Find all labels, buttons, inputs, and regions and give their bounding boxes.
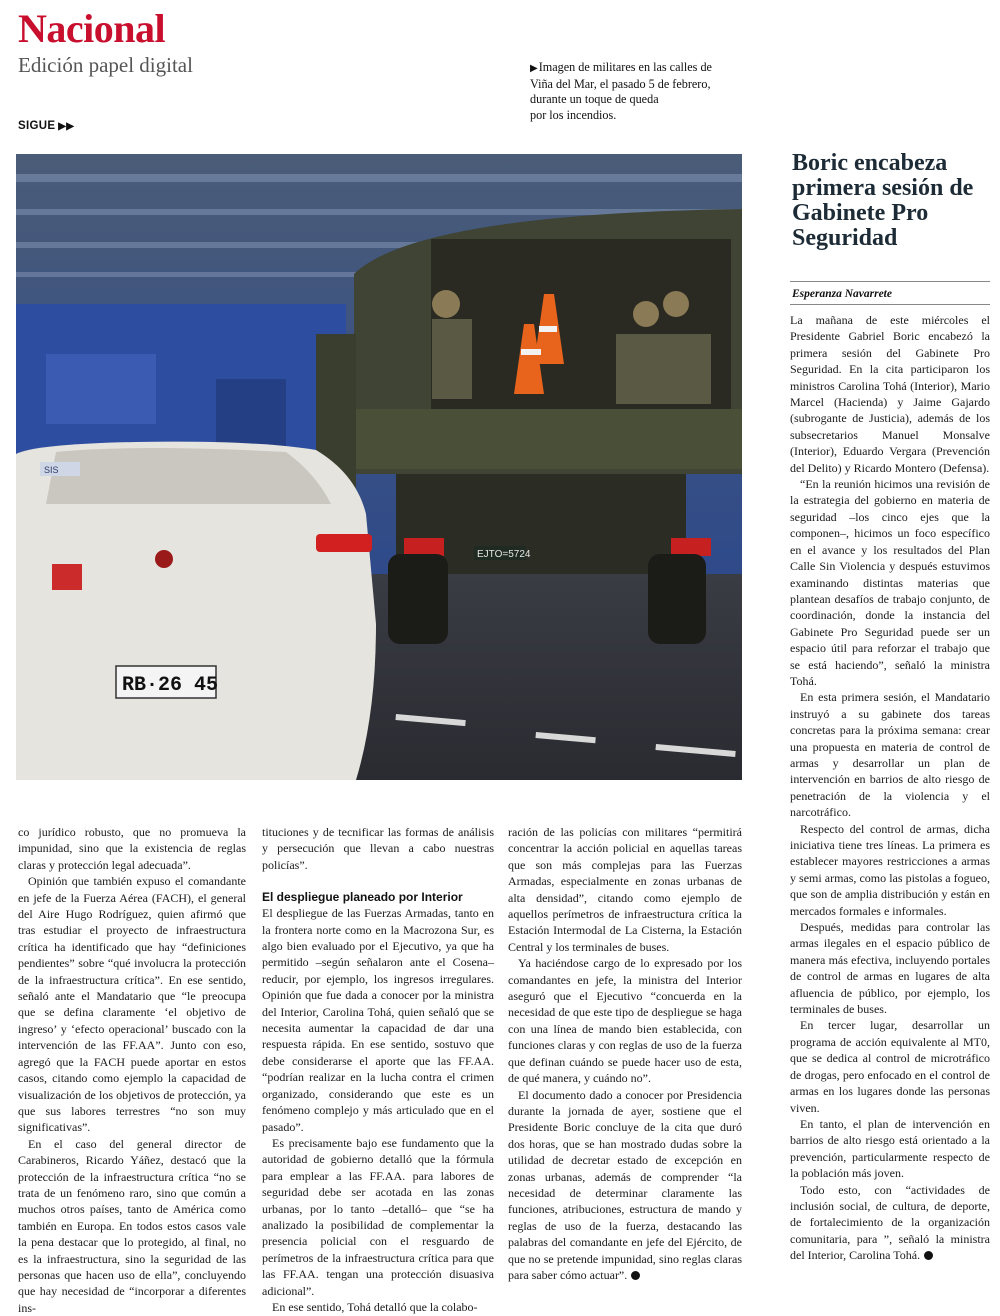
- paragraph: En el caso del general director de Carabineros, Ricardo Yáñez, destacó que la protección de la infraestructura crítica “no se trata de un fenómeno raro, sino que común a muchos otros países, tanto de América como también en Europa. En todos estos casos vale la pena destacar que lo protegido, al final, no es la infraestructura, sino la seguridad de las personas que hacen uso de ella”, concluyendo que hay necesidad de “incorporar a diferentes ins-: [18, 1136, 246, 1315]
- paragraph-last: [508, 1087, 742, 1284]
- car-plate: RB·26 45: [122, 674, 219, 697]
- paragraph: En ese sentido, Tohá detalló que la colabo-: [272, 1299, 478, 1314]
- paragraph: Ya haciéndose cargo de lo expresado por los comandantes en jefe, la ministra del Interior aseguró que el Ejecutivo “concuerda en la necesidad de que este tipo de despliegue se haga con una línea de mando bien establecida, con funciones claras y con reglas de uso de la fuerza que definan cuándo se puede hacer uso de esta, de qué manera, y cuándo no”.: [508, 956, 742, 1086]
- section-title: Nacional: [18, 6, 166, 51]
- caption-line: durante un toque de queda: [530, 92, 659, 106]
- article-headline: Boric encabeza primera sesión de Gabinete Pro Seguridad: [792, 150, 974, 251]
- article-column-2: [262, 824, 494, 1315]
- truck-plate: EJTO=5724: [477, 549, 531, 560]
- end-mark-icon: [924, 1251, 933, 1260]
- news-photo: [16, 154, 742, 780]
- paragraph-text: Todo esto, con “actividades de inclusión social, de cultura, de deporte, de fortalecimiento de la organización comunitaria, para ”, señaló la ministra del Interior, Carolina Tohá.: [790, 1182, 990, 1263]
- paragraph: En esta primera sesión, el Mandatario instruyó a su gabinete dos tareas concretas para la próxima semana: crear una propuesta en materia de control de armas y desarrollar un plan de intervención en barrios de alto riesgo de penetración de la violencia y el narcotráfico.: [790, 690, 990, 820]
- paragraph: Es precisamente bajo ese fundamento que la autoridad de gobierno detalló que la fórmula para emplear a las FF.AA. para labores de seguridad debe ser acotada en las zonas urbanas, por lo tanto –detalló– que “se ha analizado la posibilidad de complementar la presencia policial con el resguardo de perímetros de la infraestructura crítica para que las FF.AA. tengan una protección disuasiva adicional”.: [262, 1135, 494, 1298]
- car-sticker: SIS: [44, 465, 59, 475]
- article-author: Esperanza Navarrete: [792, 288, 892, 300]
- photo-caption: [530, 60, 745, 123]
- white-car: [16, 442, 376, 780]
- paragraph: “En la reunión hicimos una revisión de la estrategia del gobierno en materia de seguridad –los cinco ejes que la componen–, hicimos un foco específico en el avance y los resultados del Plan Calle Sin Violencia y después estuvimos examinando distintas materias que plantean desafíos de trabajo conjunto, de coordinación, donde la instancia del Gabinete Pro Seguridad puede ser un espacio útil para reforzar el trabajo que se está haciendo”, señaló la ministra Tohá.: [790, 477, 990, 688]
- paragraph-last: [790, 1182, 990, 1264]
- paragraph: La mañana de este miércoles el Presidente Gabriel Boric encabezó la primera sesión del Gabinete Pro Seguridad. En la cita participaron los ministros Carolina Tohá (Interior), Mario Marcel (Hacienda) y Jaime Gajardo (subrogante de Justicia), además de los subsecretarios Manuel Monsalve (Interior), Eduardo Vergara (Prevención del Delito) y Ricardo Montero (Defensa).: [790, 313, 990, 475]
- paragraph: Después, medidas para controlar las armas ilegales en el espacio público de manera más efectiva, incluyendo portales de control de armas en lugares de alta afluencia de público, por ejemplo, los terminales de buses.: [790, 920, 990, 1017]
- paragraph: tituciones y de tecnificar las formas de análisis y persecución que llevan a cabo nuestras policías”.: [262, 825, 494, 872]
- paragraph: ración de las policías con militares “permitirá concentrar la acción policial en aquellas tareas que son más complejas para las Fuerzas Armadas, especialmente en zonas urbanas de alta densidad”, citando como ejemplo de aquellos perímetros de infraestructura crítica la Estación Intermodal de La Cisterna, la Estación Central y los terminales de buses.: [508, 825, 742, 954]
- forward-arrows-icon: ▶▶: [58, 121, 75, 132]
- paragraph-text: El documento dado a conocer por Presidencia durante la jornada de ayer, sostiene que el Presidente Boric concluye de la cita que duró dos horas, que se han mostrado dudas sobre la utilidad de decretar estado de excepción en zonas urbanas, además de comprender “la necesidad de determinar claramente las funciones, atribuciones, estructura de mando y reglas de uso de la fuerza, destacando las palabras del comandante en jefe del Ejército, de que no se pretende impunidad, sino reglas claras para saber cómo actuar”.: [508, 1087, 742, 1282]
- subheading: El despliegue planeado por Interior: [262, 890, 463, 905]
- caption-marker-icon: ▶: [530, 63, 538, 74]
- paragraph: En tanto, el plan de intervención en barrios de alto riesgo está orientado a la prevención, particularmente respecto de la población más joven.: [790, 1116, 990, 1181]
- paragraph: Respecto del control de armas, dicha iniciativa tiene tres líneas. La primera es establecer mayores restricciones a armas y semi armas, como las pistolas a fogueo, que son de amplia distribución y están en mercados formales e informales.: [790, 821, 990, 918]
- edition-label: Edición papel digital: [18, 53, 193, 77]
- paragraph: En tercer lugar, desarrollar un programa de acción equivalente al MT0, que se dedica al control de microtráfico de drogas, pero enfocado en el control de armas en los lugares donde las personas viven.: [790, 1018, 990, 1115]
- paragraph: Opinión que también expuso el comandante en jefe de la Fuerza Aérea (FACH), el general del Aire Hugo Rodríguez, quien afirmó que tras estudiar el proyecto de infraestructura crítica ha identificado que hay “definiciones pendientes” sobre “qué involucra la protección de la infraestructura crítica”. En ese sentido, señaló ante el Mandatario que “le preocupa que se defina claramente ‘el objetivo de ingreso’ y ‘efecto operacional’ buscado con la intervención de las FF.AA”. Junto con eso, agregó que la FACH puede aportar en estos casos, citando como ejemplo la capacidad de visualización de los objetivos de protección, ya que sus labores terrestres “no son muy significativas”.: [18, 874, 246, 1135]
- continue-label: SIGUE: [18, 120, 56, 132]
- caption-line: Imagen de militares en las calles de: [538, 60, 712, 74]
- continue-link[interactable]: [18, 119, 74, 134]
- end-mark-icon: [631, 1271, 640, 1280]
- caption-line: Viña del Mar, el pasado 5 de febrero,: [530, 76, 711, 91]
- caption-line: por los incendios.: [530, 107, 617, 122]
- paragraph: El despliegue de las Fuerzas Armadas, tanto en la frontera norte como en la Macrozona Sur, es algo bien evaluado por el Ejecutivo, ya que ha permitido –según señalaron ante el Cosena– reducir, por ejemplo, los ingresos irregulares. Opinión que fue dada a conocer por la ministra del Interior, Carolina Tohá, quien señaló que se necesita aumentar la capacidad de dar una respuesta rápida. En ese sentido, sostuvo que debe considerarse el aporte que las FF.AA. “podrían realizar en la lucha contra el crimen organizado, considerando que este es un fenómeno complejo y más articulado que en el pasado”.: [262, 906, 494, 1134]
- article-column-1: [18, 824, 246, 1316]
- byline-rule-top: [790, 281, 990, 282]
- paragraph: co jurídico robusto, que no promueva la impunidad, sino que la existencia de reglas claras y protección legal adecuada”.: [18, 825, 246, 872]
- byline-rule-bottom: [790, 304, 990, 305]
- article-column-3: [508, 824, 742, 1283]
- article-column-right: [790, 312, 990, 1264]
